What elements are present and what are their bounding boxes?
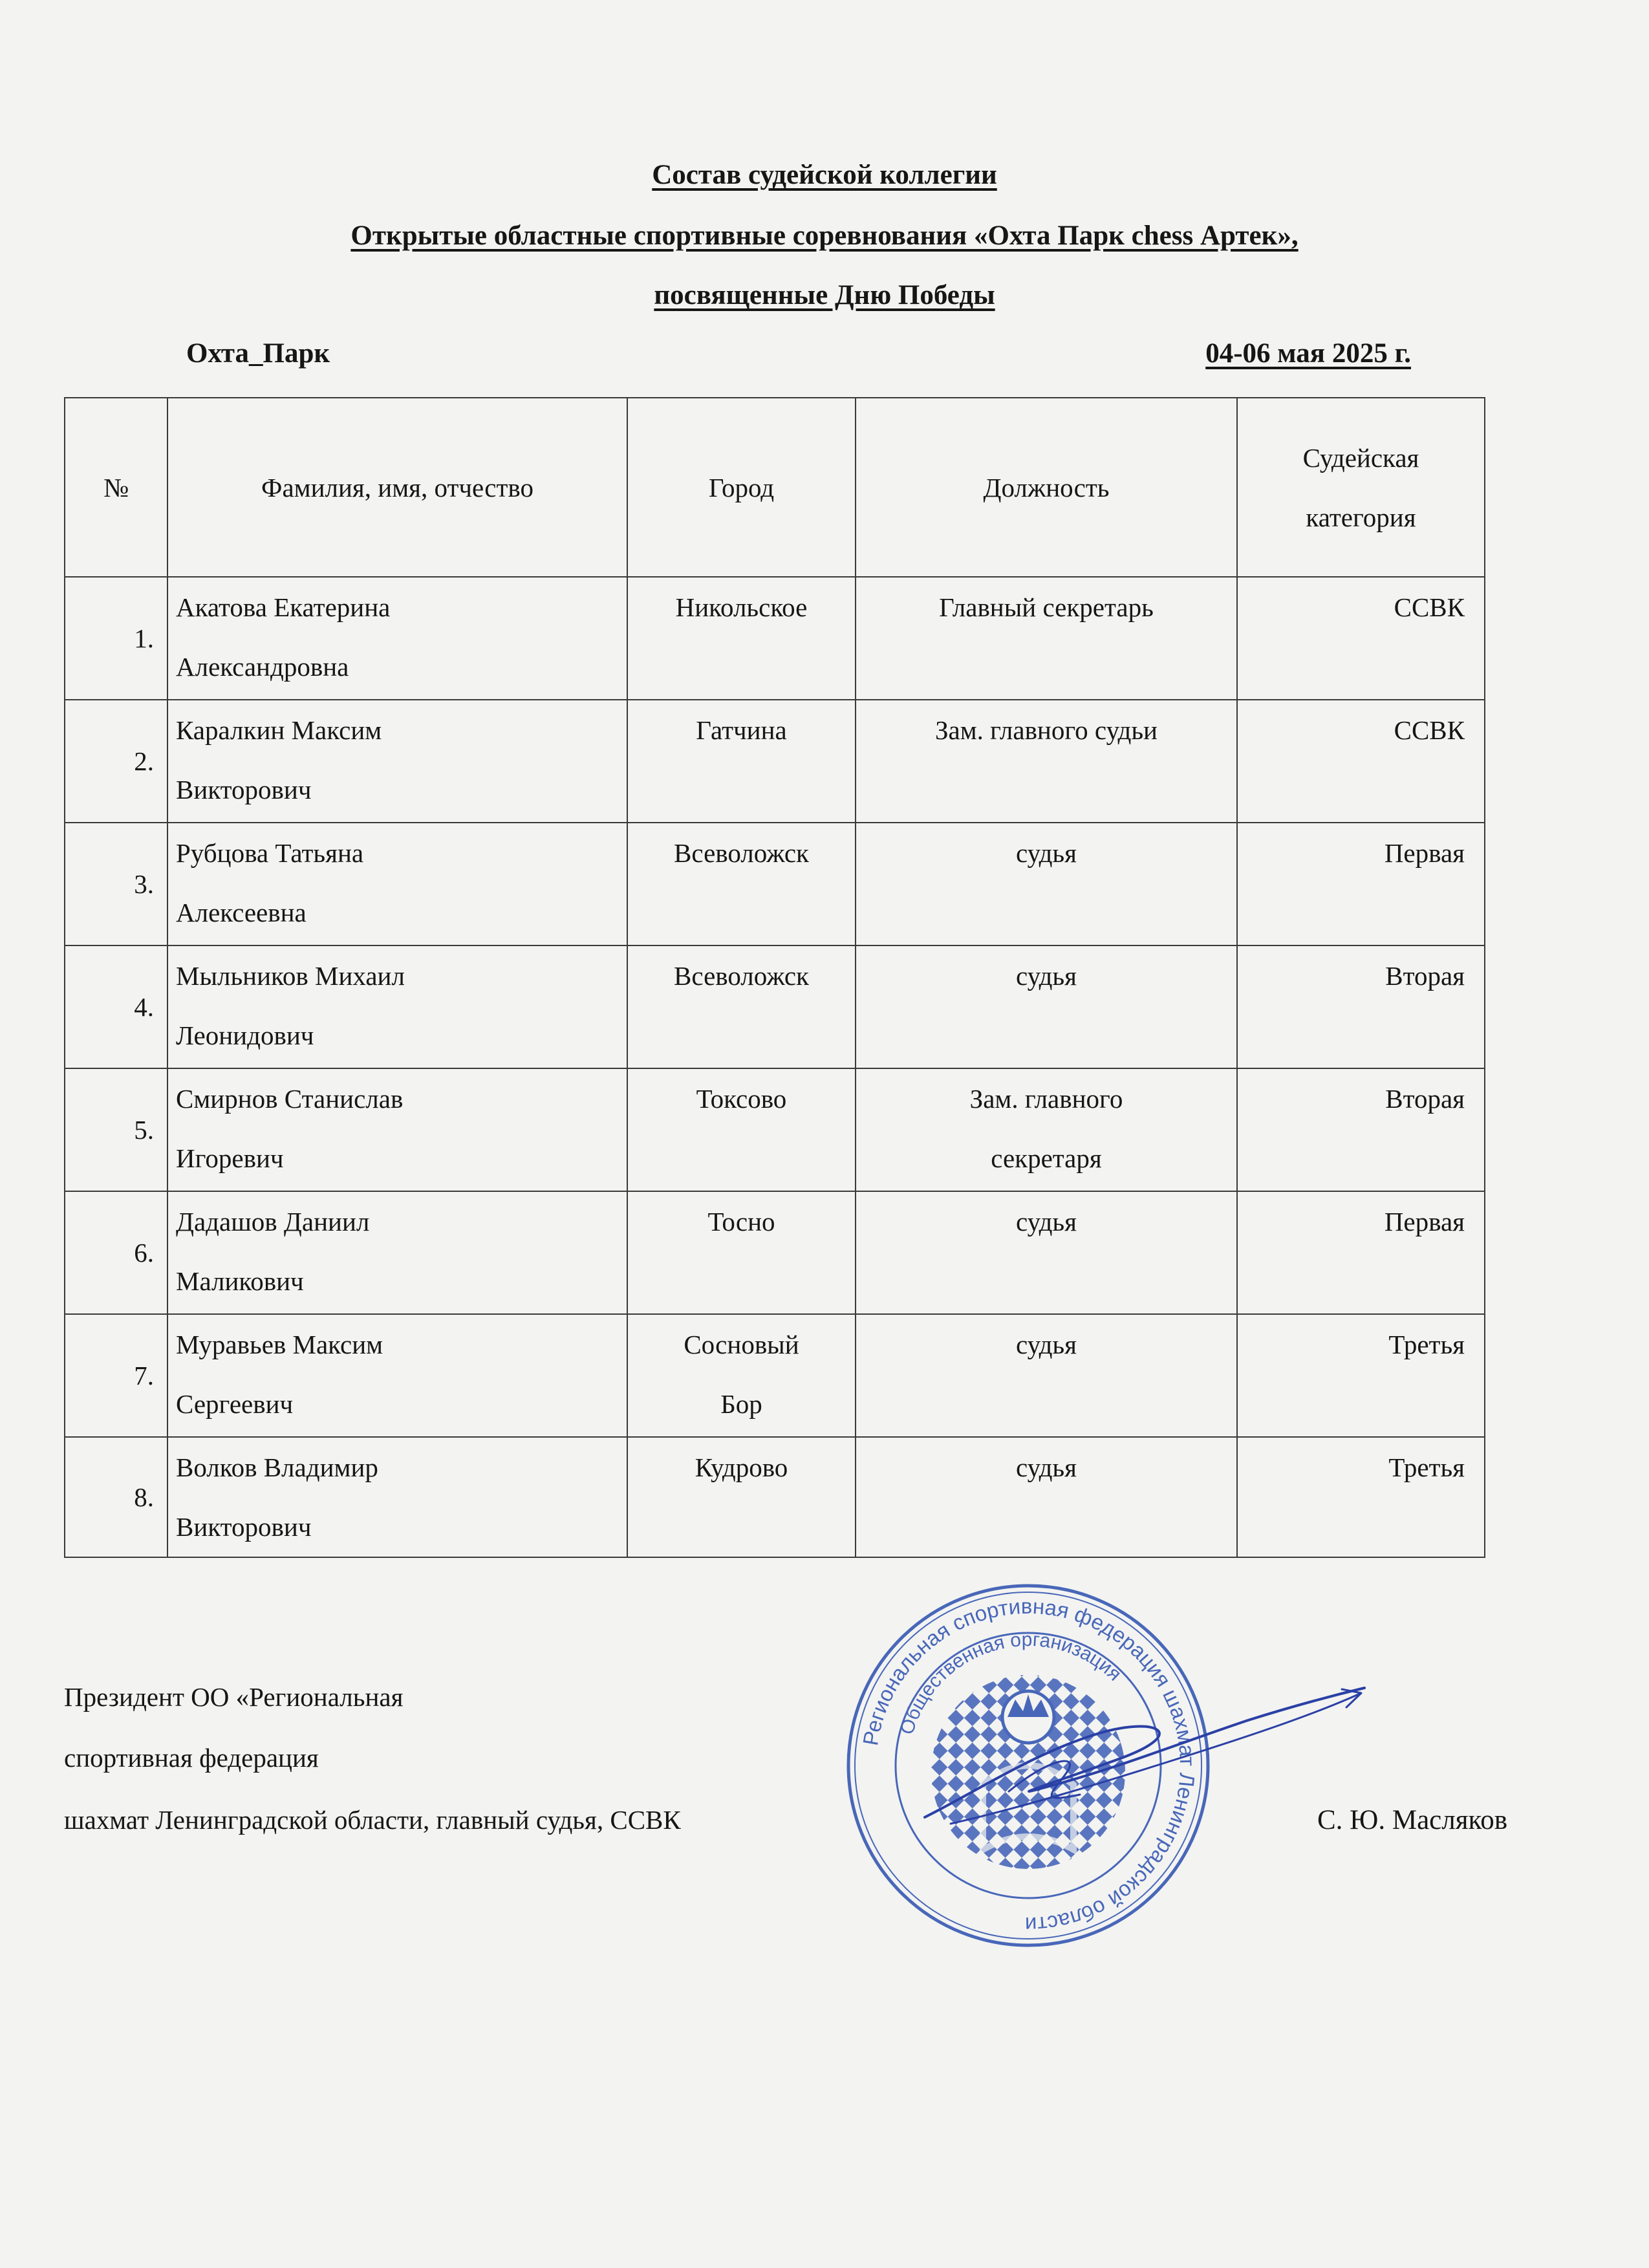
signer-title-line2: спортивная федерация [64,1743,319,1773]
judge-role-line: секретаря [991,1143,1102,1173]
judge-role [856,1191,1237,1314]
judge-name [167,823,627,945]
column-header-category-line: категория [1306,502,1416,532]
judge-city-line: Всеволожск [674,838,809,868]
judge-category: Третья [1237,1437,1485,1557]
row-number: 7. [65,1314,167,1437]
column-header-role: Должность [856,398,1237,577]
table-row [65,823,1485,945]
row-number: 5. [65,1068,167,1191]
judge-role-line: Главный секретарь [939,592,1154,622]
judge-name [167,1068,627,1191]
judge-role [856,1314,1237,1437]
row-number: 2. [65,700,167,823]
judge-name [167,700,627,823]
table-row [65,1068,1485,1191]
judge-city-line: Кудрово [695,1453,788,1482]
row-number: 8. [65,1437,167,1557]
judge-name-line: Мыльников Михаил [176,961,405,991]
judge-name-line: Игоревич [176,1143,284,1173]
venue: Охта_Парк [186,338,330,369]
judge-city-line: Никольское [675,592,808,622]
column-header-category [1237,398,1485,577]
judge-name [167,1437,627,1557]
judge-city [627,945,856,1068]
row-number: 3. [65,823,167,945]
judge-name-line: Дадашов Даниил [176,1207,370,1237]
judge-role-line: Зам. главного [969,1084,1123,1114]
event-name-line2: посвященные Дню Победы [654,280,995,310]
judge-role [856,1068,1237,1191]
judge-name-line: Леонидович [176,1021,314,1050]
stamp-inner-text: Общественная организация [896,1628,1126,1738]
judge-city [627,700,856,823]
judge-role-line: судья [1016,1207,1077,1237]
judge-name-line: Смирнов Станислав [176,1084,404,1114]
judge-category: Вторая [1237,1068,1485,1191]
judge-role [856,823,1237,945]
judge-city-line: Сосновый [684,1330,799,1359]
judge-category: Первая [1237,823,1485,945]
judge-city [627,1314,856,1437]
judge-city [627,1191,856,1314]
judge-name-line: Маликович [176,1266,304,1296]
signer-title-line3: шахмат Ленинградской области, главный судья, ССВК [64,1805,681,1835]
judge-name-line: Рубцова Татьяна [176,838,364,868]
judge-name-line: Акатова Екатерина [176,592,391,622]
judge-role [856,945,1237,1068]
judge-role-line: Зам. главного судьи [935,715,1158,745]
judge-name-line: Муравьев Максим [176,1330,383,1359]
table-row [65,700,1485,823]
judge-name-line: Алексеевна [176,898,307,927]
judge-name [167,1191,627,1314]
judge-role [856,577,1237,700]
judge-role-line: судья [1016,961,1077,991]
judge-name-line: Александровна [176,652,349,682]
table-row [65,945,1485,1068]
judge-name-line: Сергеевич [176,1389,294,1419]
table-body [65,577,1485,1557]
signer-name: С. Ю. Масляков [1317,1805,1507,1835]
table-row [65,1437,1485,1557]
judge-category: ССВК [1237,700,1485,823]
column-header-city: Город [627,398,856,577]
judge-role [856,1437,1237,1557]
table-row [65,577,1485,700]
judge-city [627,577,856,700]
judge-name [167,577,627,700]
judge-name-line: Волков Владимир [176,1453,378,1482]
judge-category: Вторая [1237,945,1485,1068]
judges-table [64,397,1485,1558]
stamp-outer-text: Региональная спортивная федерация шахмат Ленинградской области [858,1593,1200,1938]
judge-role-line: судья [1016,1453,1077,1482]
judge-name-line: Викторович [176,1512,312,1542]
table-row [65,1314,1485,1437]
judge-name-line: Викторович [176,775,312,805]
judge-name [167,945,627,1068]
judge-name [167,1314,627,1437]
table-header-row [65,398,1485,577]
judge-city [627,823,856,945]
judge-city [627,1437,856,1557]
judge-city [627,1068,856,1191]
document-title: Состав судейской коллегии [652,160,997,190]
event-name-line1: Открытые областные спортивные соревнования «Охта Парк chess Артек», [350,221,1299,251]
column-header-number: № [65,398,167,577]
event-dates: 04-06 мая 2025 г. [1205,338,1411,369]
judge-role-line: судья [1016,1330,1077,1359]
judge-city-line: Гатчина [696,715,787,745]
column-header-name: Фамилия, имя, отчество [167,398,627,577]
judge-name-line: Каралкин Максим [176,715,382,745]
judge-city-line: Тосно [707,1207,775,1237]
judge-category: Первая [1237,1191,1485,1314]
signer-title-line1: Президент ОО «Региональная [64,1682,404,1712]
judge-city-line: Всеволожск [674,961,809,991]
judge-category: ССВК [1237,577,1485,700]
column-header-category-line: Судейская [1302,442,1419,473]
judge-role [856,700,1237,823]
judge-role-line: судья [1016,838,1077,868]
row-number: 1. [65,577,167,700]
row-number: 6. [65,1191,167,1314]
judge-city-line: Бор [720,1389,762,1419]
row-number: 4. [65,945,167,1068]
table-row [65,1191,1485,1314]
judge-city-line: Токсово [696,1084,787,1114]
judge-category: Третья [1237,1314,1485,1437]
handwritten-signature [886,1662,1377,1856]
